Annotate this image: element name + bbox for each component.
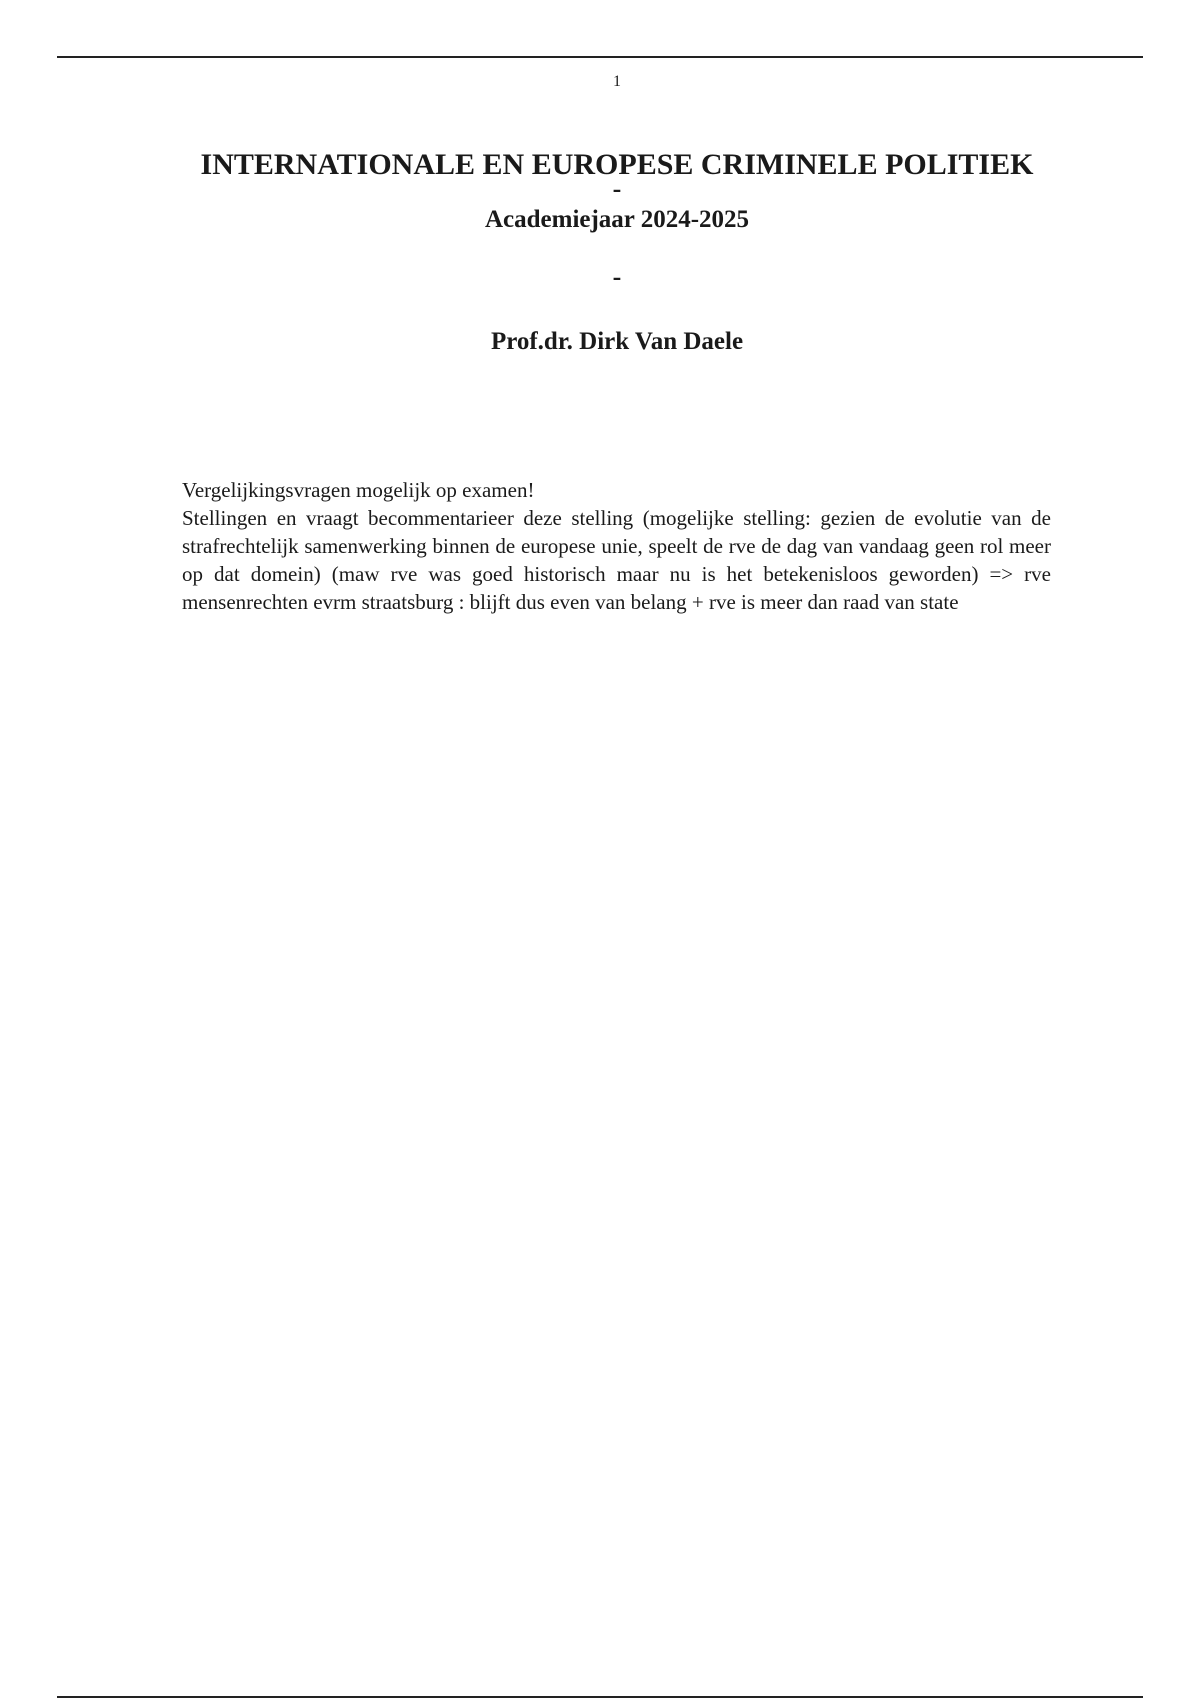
title-block bbox=[200, 147, 1034, 357]
body-paragraph: Vergelijkingsvragen mogelijk op examen! bbox=[182, 478, 535, 502]
academic-year: Academiejaar 2024-2025 bbox=[484, 206, 750, 233]
title-separator: - bbox=[612, 174, 622, 203]
page-number: 1 bbox=[613, 73, 621, 90]
body-paragraph: Stellingen en vraagt becommentarieer deze stelling (mogelijke stelling: gezien de evolutie van de strafrechtelijk samenwerking binnen de europese unie, speelt de rve de dag van vandaag geen rol meer op dat domein) (maw rve was goed historisch maar nu is het betekenisloos geworden) => rve mensenrechten evrm straatsburg : blijft dus even van belang + rve is meer dan raad van state bbox=[182, 506, 1051, 614]
body-text bbox=[182, 476, 1051, 616]
top-rule bbox=[57, 56, 1143, 58]
bottom-rule bbox=[57, 1696, 1143, 1698]
year-separator: - bbox=[612, 262, 622, 291]
document-title: INTERNATIONALE EN EUROPESE CRIMINELE POLITIEK bbox=[200, 148, 1034, 181]
author-name: Prof.dr. Dirk Van Daele bbox=[490, 328, 744, 355]
